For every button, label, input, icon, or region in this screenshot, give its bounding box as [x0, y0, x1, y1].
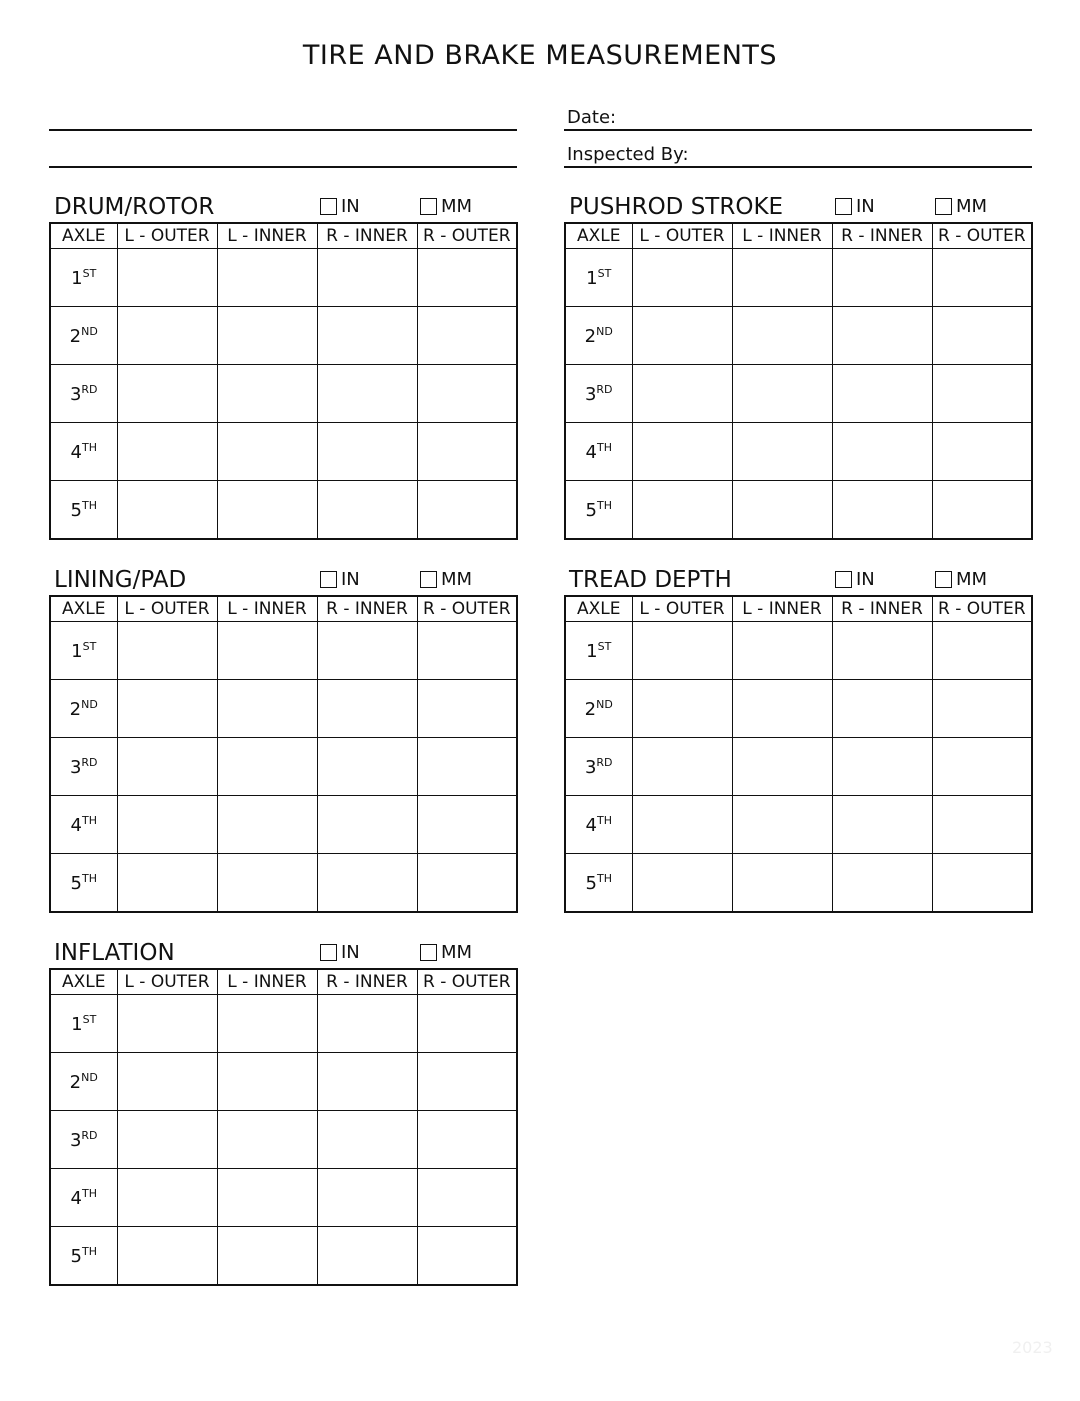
- axle-label: [565, 481, 632, 540]
- table-row: [565, 622, 1032, 680]
- col-axle-header: AXLE: [50, 969, 117, 995]
- table-row: [565, 249, 1032, 307]
- axle-ordinal-suffix: RD: [596, 755, 613, 769]
- table-row: [565, 796, 1032, 854]
- axle-ordinal-suffix: ND: [596, 697, 613, 711]
- mm-checkbox[interactable]: [420, 944, 437, 961]
- in-checkbox[interactable]: [320, 944, 337, 961]
- in-checkbox[interactable]: [320, 571, 337, 588]
- axle-label: [50, 1227, 117, 1286]
- col-l-outer-header: L - OUTER: [632, 223, 732, 249]
- axle-number: 3: [69, 756, 82, 778]
- cell-l-outer[interactable]: [117, 249, 217, 307]
- cell-r-outer[interactable]: [932, 738, 1032, 796]
- unit-in-option[interactable]: [835, 569, 875, 590]
- axle-label: [565, 249, 632, 307]
- axle-number: 3: [69, 383, 82, 405]
- cell-l-inner[interactable]: [732, 365, 832, 423]
- unit-mm-option[interactable]: [420, 569, 472, 590]
- cell-r-outer[interactable]: [417, 1169, 517, 1227]
- cell-r-outer[interactable]: [417, 796, 517, 854]
- cell-r-inner[interactable]: [317, 423, 417, 481]
- cell-l-outer[interactable]: [117, 1053, 217, 1111]
- cell-r-outer[interactable]: [417, 249, 517, 307]
- watermark-year: 2023: [1012, 1338, 1053, 1357]
- cell-r-inner[interactable]: [832, 249, 932, 307]
- mm-checkbox[interactable]: [420, 571, 437, 588]
- cell-r-inner[interactable]: [317, 307, 417, 365]
- table-row: [50, 995, 517, 1053]
- inspected-by-field[interactable]: [564, 166, 1032, 168]
- table-row: [50, 365, 517, 423]
- axle-ordinal-suffix: TH: [596, 440, 612, 454]
- axle-label: [565, 365, 632, 423]
- table-row: [50, 622, 517, 680]
- axle-ordinal-suffix: TH: [81, 1244, 97, 1258]
- axle-label: [565, 680, 632, 738]
- unit-in-label: IN: [341, 569, 360, 590]
- unit-mm-label: MM: [441, 569, 473, 590]
- axle-label: [50, 622, 117, 680]
- cell-l-outer[interactable]: [117, 1111, 217, 1169]
- axle-ordinal-suffix: ST: [597, 266, 612, 280]
- cell-r-inner[interactable]: [832, 622, 932, 680]
- col-r-outer-header: R - OUTER: [417, 969, 517, 995]
- table-row: [565, 365, 1032, 423]
- col-axle-header: AXLE: [565, 596, 632, 622]
- cell-l-inner[interactable]: [217, 738, 317, 796]
- cell-r-outer[interactable]: [417, 307, 517, 365]
- axle-label: [565, 307, 632, 365]
- table-row: [565, 680, 1032, 738]
- cell-l-outer[interactable]: [117, 622, 217, 680]
- table-row: [50, 307, 517, 365]
- cell-l-outer[interactable]: [117, 796, 217, 854]
- axle-number: 1: [586, 640, 598, 662]
- axle-label: [565, 796, 632, 854]
- cell-l-inner[interactable]: [732, 481, 832, 540]
- axle-number: 2: [584, 325, 597, 347]
- axle-number: 4: [70, 814, 82, 836]
- in-checkbox[interactable]: [320, 198, 337, 215]
- inspected-by-label: Inspected By:: [567, 144, 689, 165]
- axle-number: 1: [71, 640, 83, 662]
- cell-r-inner[interactable]: [832, 680, 932, 738]
- axle-label: [50, 680, 117, 738]
- cell-r-outer[interactable]: [417, 854, 517, 913]
- axle-ordinal-suffix: ND: [81, 1070, 98, 1084]
- axle-ordinal-suffix: TH: [81, 813, 97, 827]
- unit-mm-option[interactable]: [420, 196, 472, 217]
- table-row: [50, 1169, 517, 1227]
- table-row: [50, 249, 517, 307]
- axle-number: 1: [71, 1013, 83, 1035]
- unit-mm-label: MM: [441, 196, 473, 217]
- cell-l-outer[interactable]: [117, 854, 217, 913]
- axle-label: [50, 423, 117, 481]
- table-header-row: [565, 223, 1032, 249]
- col-r-outer-header: R - OUTER: [932, 223, 1032, 249]
- cell-r-inner[interactable]: [317, 481, 417, 540]
- cell-l-inner[interactable]: [217, 796, 317, 854]
- axle-ordinal-suffix: ST: [82, 639, 97, 653]
- unit-mm-option[interactable]: [935, 569, 987, 590]
- cell-l-outer[interactable]: [117, 423, 217, 481]
- section-title: LINING/PAD: [54, 567, 187, 593]
- cell-l-outer[interactable]: [117, 481, 217, 540]
- section-header: [49, 569, 519, 595]
- section-drum-rotor: [49, 196, 519, 540]
- date-field[interactable]: [564, 129, 1032, 131]
- cell-r-inner[interactable]: [832, 738, 932, 796]
- axle-number: 4: [70, 441, 82, 463]
- cell-r-inner[interactable]: [317, 249, 417, 307]
- cell-r-inner[interactable]: [317, 854, 417, 913]
- cell-l-inner[interactable]: [217, 1169, 317, 1227]
- axle-label: [50, 481, 117, 540]
- axle-label: [565, 423, 632, 481]
- cell-r-outer[interactable]: [417, 995, 517, 1053]
- cell-l-inner[interactable]: [732, 854, 832, 913]
- unit-in-option[interactable]: [320, 942, 360, 963]
- cell-l-inner[interactable]: [732, 738, 832, 796]
- unit-mm-option[interactable]: [420, 942, 472, 963]
- unit-mm-option[interactable]: [935, 196, 987, 217]
- axle-ordinal-suffix: ST: [597, 639, 612, 653]
- axle-ordinal-suffix: TH: [596, 813, 612, 827]
- cell-r-outer[interactable]: [932, 365, 1032, 423]
- col-l-outer-header: L - OUTER: [117, 969, 217, 995]
- col-l-outer-header: L - OUTER: [117, 223, 217, 249]
- axle-number: 5: [70, 872, 82, 894]
- unit-in-label: IN: [856, 569, 875, 590]
- table-row: [50, 796, 517, 854]
- cell-l-outer[interactable]: [632, 365, 732, 423]
- measurement-table: [49, 968, 518, 1286]
- cell-l-inner[interactable]: [217, 423, 317, 481]
- mm-checkbox[interactable]: [420, 198, 437, 215]
- axle-number: 5: [585, 499, 597, 521]
- cell-l-inner[interactable]: [732, 680, 832, 738]
- cell-l-outer[interactable]: [632, 307, 732, 365]
- axle-number: 2: [69, 325, 82, 347]
- cell-l-outer[interactable]: [632, 423, 732, 481]
- cell-r-outer[interactable]: [417, 365, 517, 423]
- axle-label: [565, 738, 632, 796]
- axle-label: [50, 1169, 117, 1227]
- cell-r-inner[interactable]: [317, 365, 417, 423]
- cell-r-outer[interactable]: [932, 796, 1032, 854]
- cell-l-outer[interactable]: [117, 365, 217, 423]
- cell-l-inner[interactable]: [217, 854, 317, 913]
- cell-r-outer[interactable]: [932, 680, 1032, 738]
- section-header: [564, 196, 1034, 222]
- unit-mm-label: MM: [956, 569, 988, 590]
- unit-in-option[interactable]: [320, 569, 360, 590]
- col-r-outer-header: R - OUTER: [932, 596, 1032, 622]
- mm-checkbox[interactable]: [935, 198, 952, 215]
- table-row: [565, 307, 1032, 365]
- cell-r-inner[interactable]: [832, 854, 932, 913]
- date-label: Date:: [567, 107, 617, 128]
- axle-ordinal-suffix: TH: [81, 498, 97, 512]
- section-header: [49, 196, 519, 222]
- cell-r-outer[interactable]: [932, 854, 1032, 913]
- axle-label: [50, 738, 117, 796]
- axle-ordinal-suffix: TH: [81, 1186, 97, 1200]
- cell-l-inner[interactable]: [217, 1227, 317, 1286]
- measurement-table: [49, 595, 518, 913]
- cell-r-inner[interactable]: [832, 796, 932, 854]
- axle-number: 3: [69, 1129, 82, 1151]
- cell-l-outer[interactable]: [117, 1169, 217, 1227]
- unit-in-label: IN: [341, 196, 360, 217]
- cell-r-inner[interactable]: [317, 622, 417, 680]
- cell-r-outer[interactable]: [417, 738, 517, 796]
- axle-ordinal-suffix: ND: [81, 697, 98, 711]
- section-title: DRUM/ROTOR: [54, 194, 215, 220]
- cell-r-inner[interactable]: [317, 680, 417, 738]
- section-header: [564, 569, 1034, 595]
- axle-label: [50, 1053, 117, 1111]
- col-axle-header: AXLE: [50, 223, 117, 249]
- table-row: [50, 1227, 517, 1286]
- section-lining-pad: [49, 569, 519, 913]
- cell-r-inner[interactable]: [317, 1053, 417, 1111]
- axle-ordinal-suffix: ND: [81, 324, 98, 338]
- cell-r-inner[interactable]: [317, 738, 417, 796]
- cell-l-outer[interactable]: [632, 796, 732, 854]
- axle-ordinal-suffix: RD: [81, 1128, 98, 1142]
- axle-ordinal-suffix: RD: [81, 382, 98, 396]
- col-l-inner-header: L - INNER: [732, 596, 832, 622]
- table-row: [565, 738, 1032, 796]
- table-row: [50, 481, 517, 540]
- axle-label: [50, 1111, 117, 1169]
- section-title: INFLATION: [54, 940, 175, 966]
- table-row: [565, 423, 1032, 481]
- measurement-table: [49, 222, 518, 540]
- cell-l-outer[interactable]: [117, 680, 217, 738]
- table-row: [50, 738, 517, 796]
- cell-r-outer[interactable]: [932, 622, 1032, 680]
- in-checkbox[interactable]: [835, 571, 852, 588]
- page-title: TIRE AND BRAKE MEASUREMENTS: [302, 40, 778, 71]
- header-line-1[interactable]: [49, 129, 517, 131]
- axle-number: 5: [70, 499, 82, 521]
- cell-l-inner[interactable]: [217, 1111, 317, 1169]
- col-r-inner-header: R - INNER: [317, 223, 417, 249]
- cell-l-inner[interactable]: [217, 481, 317, 540]
- cell-l-outer[interactable]: [632, 738, 732, 796]
- axle-ordinal-suffix: TH: [596, 871, 612, 885]
- unit-in-option[interactable]: [320, 196, 360, 217]
- cell-r-outer[interactable]: [932, 249, 1032, 307]
- section-tread-depth: [564, 569, 1034, 913]
- cell-l-outer[interactable]: [632, 249, 732, 307]
- unit-mm-label: MM: [441, 942, 473, 963]
- measurement-table: [564, 595, 1033, 913]
- cell-l-outer[interactable]: [117, 995, 217, 1053]
- axle-label: [50, 307, 117, 365]
- header-line-2[interactable]: [49, 166, 517, 168]
- cell-l-inner[interactable]: [732, 423, 832, 481]
- col-r-inner-header: R - INNER: [832, 223, 932, 249]
- unit-mm-label: MM: [956, 196, 988, 217]
- col-l-outer-header: L - OUTER: [117, 596, 217, 622]
- axle-number: 5: [70, 1245, 82, 1267]
- cell-l-outer[interactable]: [117, 738, 217, 796]
- cell-r-outer[interactable]: [417, 481, 517, 540]
- axle-ordinal-suffix: TH: [81, 871, 97, 885]
- cell-r-inner[interactable]: [832, 481, 932, 540]
- cell-l-inner[interactable]: [217, 365, 317, 423]
- axle-label: [50, 995, 117, 1053]
- axle-ordinal-suffix: ST: [82, 266, 97, 280]
- axle-ordinal-suffix: ST: [82, 1012, 97, 1026]
- cell-r-inner[interactable]: [317, 796, 417, 854]
- cell-l-outer[interactable]: [632, 854, 732, 913]
- table-row: [50, 1111, 517, 1169]
- axle-ordinal-suffix: RD: [81, 755, 98, 769]
- axle-ordinal-suffix: TH: [81, 440, 97, 454]
- axle-label: [50, 854, 117, 913]
- table-header-row: [50, 223, 517, 249]
- axle-number: 3: [584, 756, 597, 778]
- axle-number: 2: [69, 698, 82, 720]
- cell-r-outer[interactable]: [417, 1053, 517, 1111]
- axle-label: [50, 796, 117, 854]
- section-pushrod-stroke: [564, 196, 1034, 540]
- cell-l-inner[interactable]: [732, 796, 832, 854]
- axle-number: 2: [584, 698, 597, 720]
- cell-l-inner[interactable]: [217, 680, 317, 738]
- cell-r-inner[interactable]: [832, 365, 932, 423]
- axle-number: 3: [584, 383, 597, 405]
- cell-l-outer[interactable]: [632, 481, 732, 540]
- section-inflation: [49, 942, 519, 1286]
- table-row: [50, 1053, 517, 1111]
- col-l-inner-header: L - INNER: [732, 223, 832, 249]
- col-r-inner-header: R - INNER: [317, 596, 417, 622]
- axle-number: 5: [585, 872, 597, 894]
- cell-r-inner[interactable]: [317, 1227, 417, 1286]
- table-header-row: [50, 596, 517, 622]
- cell-l-outer[interactable]: [117, 307, 217, 365]
- col-axle-header: AXLE: [565, 223, 632, 249]
- in-checkbox[interactable]: [835, 198, 852, 215]
- cell-l-inner[interactable]: [732, 307, 832, 365]
- cell-r-outer[interactable]: [417, 1111, 517, 1169]
- col-l-inner-header: L - INNER: [217, 223, 317, 249]
- table-row: [50, 423, 517, 481]
- table-row: [565, 481, 1032, 540]
- cell-r-outer[interactable]: [417, 622, 517, 680]
- unit-in-option[interactable]: [835, 196, 875, 217]
- axle-ordinal-suffix: ND: [596, 324, 613, 338]
- mm-checkbox[interactable]: [935, 571, 952, 588]
- col-r-inner-header: R - INNER: [832, 596, 932, 622]
- unit-in-label: IN: [341, 942, 360, 963]
- cell-r-inner[interactable]: [317, 1169, 417, 1227]
- axle-number: 4: [70, 1187, 82, 1209]
- col-l-inner-header: L - INNER: [217, 969, 317, 995]
- axle-number: 1: [71, 267, 83, 289]
- cell-l-inner[interactable]: [217, 622, 317, 680]
- measurement-table: [564, 222, 1033, 540]
- col-r-outer-header: R - OUTER: [417, 596, 517, 622]
- cell-l-outer[interactable]: [117, 1227, 217, 1286]
- col-l-outer-header: L - OUTER: [632, 596, 732, 622]
- section-title: TREAD DEPTH: [569, 567, 732, 593]
- table-header-row: [50, 969, 517, 995]
- cell-l-inner[interactable]: [217, 1053, 317, 1111]
- col-axle-header: AXLE: [50, 596, 117, 622]
- cell-l-inner[interactable]: [217, 995, 317, 1053]
- cell-r-outer[interactable]: [417, 423, 517, 481]
- cell-l-inner[interactable]: [217, 249, 317, 307]
- col-r-outer-header: R - OUTER: [417, 223, 517, 249]
- axle-ordinal-suffix: RD: [596, 382, 613, 396]
- axle-label: [50, 249, 117, 307]
- axle-number: 2: [69, 1071, 82, 1093]
- cell-r-inner[interactable]: [317, 995, 417, 1053]
- axle-number: 4: [585, 441, 597, 463]
- cell-r-outer[interactable]: [932, 423, 1032, 481]
- cell-l-outer[interactable]: [632, 622, 732, 680]
- cell-l-outer[interactable]: [632, 680, 732, 738]
- axle-label: [565, 854, 632, 913]
- cell-l-inner[interactable]: [217, 307, 317, 365]
- col-l-inner-header: L - INNER: [217, 596, 317, 622]
- cell-l-inner[interactable]: [732, 249, 832, 307]
- axle-label: [565, 622, 632, 680]
- col-r-inner-header: R - INNER: [317, 969, 417, 995]
- axle-number: 1: [586, 267, 598, 289]
- cell-r-outer[interactable]: [932, 307, 1032, 365]
- section-title: PUSHROD STROKE: [569, 194, 784, 220]
- cell-r-outer[interactable]: [417, 680, 517, 738]
- cell-l-inner[interactable]: [732, 622, 832, 680]
- table-row: [565, 854, 1032, 913]
- table-header-row: [565, 596, 1032, 622]
- section-header: [49, 942, 519, 968]
- unit-in-label: IN: [856, 196, 875, 217]
- axle-ordinal-suffix: TH: [596, 498, 612, 512]
- axle-label: [50, 365, 117, 423]
- table-row: [50, 680, 517, 738]
- cell-r-inner[interactable]: [832, 307, 932, 365]
- cell-r-inner[interactable]: [832, 423, 932, 481]
- table-row: [50, 854, 517, 913]
- cell-r-outer[interactable]: [932, 481, 1032, 540]
- axle-number: 4: [585, 814, 597, 836]
- cell-r-outer[interactable]: [417, 1227, 517, 1286]
- cell-r-inner[interactable]: [317, 1111, 417, 1169]
